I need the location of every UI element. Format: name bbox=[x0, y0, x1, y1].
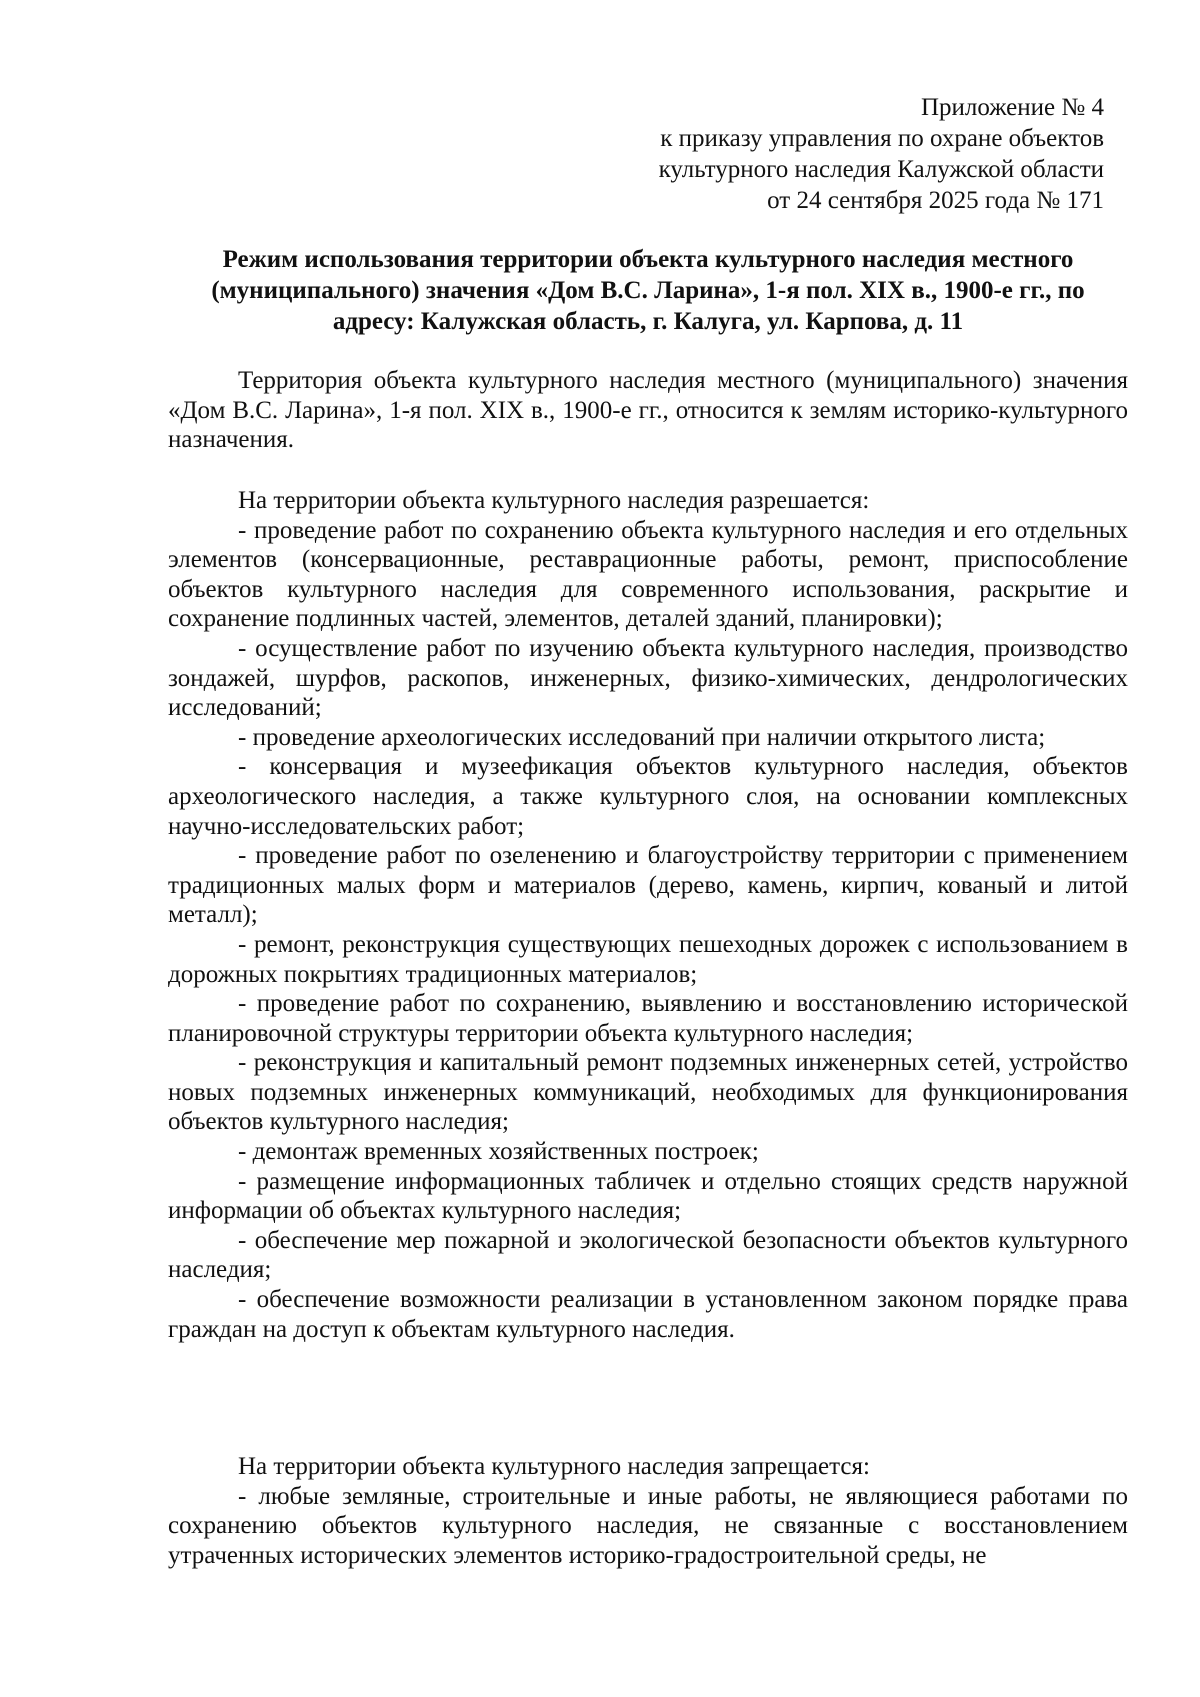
forbidden-heading: На территории объекта культурного наследия запрещается: bbox=[238, 1453, 870, 1480]
allowed-item: - осуществление работ по изучению объекта культурного наследия, производство зондажей, шурфов, раскопов, инженерных, физико-химических, дендрологических исследований; bbox=[168, 634, 1128, 722]
allowed-heading: На территории объекта культурного наследия разрешается: bbox=[238, 487, 870, 514]
appendix-order-line: к приказу управления по охране объектов bbox=[660, 125, 1104, 152]
intro-paragraph: Территория объекта культурного наследия местного (муниципального) значения «Дом В.С. Ларина», 1-я пол. XIX в., 1900-е гг., относится к землям историко-культурного назначения. bbox=[168, 367, 1128, 454]
allowed-item: - демонтаж временных хозяйственных построек; bbox=[238, 1138, 759, 1166]
appendix-number: Приложение № 4 bbox=[920, 94, 1104, 121]
allowed-item: - консервация и музеефикация объектов культурного наследия, объектов археологического наследия, а также культурного слоя, на основании комплексных научно-исследовательских работ; bbox=[168, 753, 1128, 840]
allowed-item: - реконструкция и капитальный ремонт подземных инженерных сетей, устройство новых подземных инженерных коммуникаций, необходимых для функционирования объектов культурного наследия; bbox=[168, 1049, 1128, 1136]
allowed-item: - проведение работ по сохранению, выявлению и восстановлению исторической планировочной структуры территории объекта культурного наследия; bbox=[168, 990, 1128, 1047]
forbidden-section bbox=[168, 1452, 1128, 1570]
appendix-header bbox=[659, 92, 1104, 216]
allowed-section bbox=[168, 486, 1128, 1344]
intro-section bbox=[168, 366, 1128, 455]
allowed-item: - размещение информационных табличек и отдельно стоящих средств наружной информации об объектах культурного наследия; bbox=[168, 1167, 1128, 1225]
allowed-item: - обеспечение мер пожарной и экологической безопасности объектов культурного наследия; bbox=[168, 1226, 1128, 1284]
allowed-item: - проведение работ по озеленению и благоустройству территории с применением традиционных малых форм и материалов (дерево, камень, кирпич, кованый и литой металл); bbox=[168, 842, 1128, 929]
appendix-authority-line: культурного наследия Калужской области bbox=[658, 156, 1104, 183]
allowed-item: - проведение археологических исследований при наличии открытого листа; bbox=[238, 723, 1046, 751]
allowed-item: - проведение работ по сохранению объекта культурного наследия и его отдельных элементов (консервационные, реставрационные работы, ремонт, приспособление объектов культурного наследия для современного использования, раскрытие и сохранение подлинных частей, элементов, деталей зданий, планировки); bbox=[168, 516, 1128, 633]
document-title: Режим использования территории объекта культурного наследия местного (муниципального) значения «Дом В.С. Ларина», 1-я пол. XIX в., 1900-е гг., по адресу: Калужская область, г. Калуга, ул. Карпова, д. 11 bbox=[211, 246, 1085, 335]
allowed-item: - обеспечение возможности реализации в установленном законом порядке права граждан на доступ к объектам культурного наследия. bbox=[168, 1286, 1128, 1343]
allowed-item: - ремонт, реконструкция существующих пешеходных дорожек с использованием в дорожных покрытиях традиционных материалов; bbox=[168, 930, 1128, 988]
appendix-date-line: от 24 сентября 2025 года № 171 bbox=[767, 187, 1104, 214]
forbidden-item: - любые земляные, строительные и иные работы, не являющиеся работами по сохранению объектов культурного наследия, не связанные с восстановлением утраченных исторических элементов историко-градостроительной среды, не bbox=[168, 1482, 1128, 1569]
